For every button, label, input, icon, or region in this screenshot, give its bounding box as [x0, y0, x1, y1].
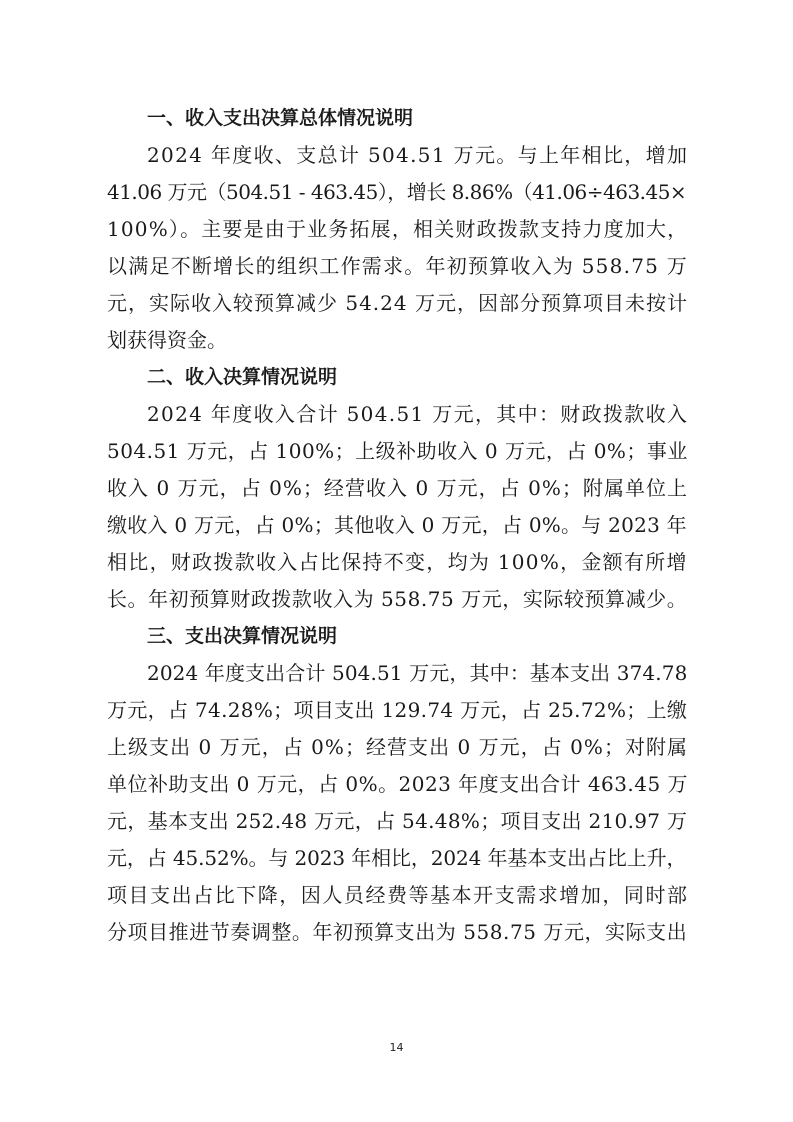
text-line: 2024 年度支出合计 504.51 万元，其中：基本支出 374.78: [147, 661, 688, 685]
text-line: 分项目推进节奏调整。年初预算支出为 558.75 万元，实际支出: [107, 920, 688, 944]
text-line: 长。年初预算财政拨款收入为 558.75 万元，实际较预算减少。: [107, 587, 688, 611]
paragraph-expenditure: [107, 655, 687, 951]
text-line: 41.06 万元（504.51 - 463.45），增长 8.86%（41.06÷463.45×: [107, 180, 687, 204]
text-line: 元，基本支出 252.48 万元，占 54.48%；项目支出 210.97 万: [107, 809, 688, 833]
text-line: 万元，占 74.28%；项目支出 129.74 万元，占 25.72%；上缴: [107, 698, 688, 722]
paragraph-overview: [107, 137, 687, 359]
text-line: 上级支出 0 万元，占 0%；经营支出 0 万元，占 0%；对附属: [107, 735, 689, 759]
document-body: [107, 100, 687, 951]
text-line: 504.51 万元，占 100%；上级补助收入 0 万元，占 0%；事业: [107, 439, 688, 463]
section-heading-expenditure: 三、支出决算情况说明: [147, 625, 338, 647]
paragraph-income: [107, 396, 687, 618]
text-line: 缴收入 0 万元，占 0%；其他收入 0 万元，占 0%。与 2023 年: [107, 513, 687, 537]
text-line: 相比，财政拨款收入占比保持不变，均为 100%，金额有所增: [107, 550, 688, 574]
text-line: 2024 年度收、支总计 504.51 万元。与上年相比，增加: [147, 143, 689, 167]
text-line: 元，占 45.52%。与 2023 年相比，2024 年基本支出占比上升，: [107, 846, 687, 870]
section-heading-income: 二、收入决算情况说明: [147, 366, 338, 388]
text-line: 收入 0 万元，占 0%；经营收入 0 万元，占 0%；附属单位上: [107, 476, 689, 500]
text-line: 以满足不断增长的组织工作需求。年初预算收入为 558.75 万: [107, 254, 688, 278]
text-line: 单位补助支出 0 万元，占 0%。2023 年度支出合计 463.45 万: [107, 772, 688, 796]
text-line: 项目支出占比下降，因人员经费等基本开支需求增加，同时部: [107, 883, 689, 907]
section-heading-overview: 一、收入支出决算总体情况说明: [147, 107, 414, 129]
text-line: 2024 年度收入合计 504.51 万元，其中：财政拨款收入: [147, 402, 689, 426]
text-line: 划获得资金。: [107, 328, 227, 352]
text-line: 元，实际收入较预算减少 54.24 万元，因部分预算项目未按计: [107, 291, 688, 315]
text-line: 100%）。主要是由于业务拓展，相关财政拨款支持力度加大，: [107, 217, 689, 241]
page-number: 14: [389, 1041, 404, 1054]
